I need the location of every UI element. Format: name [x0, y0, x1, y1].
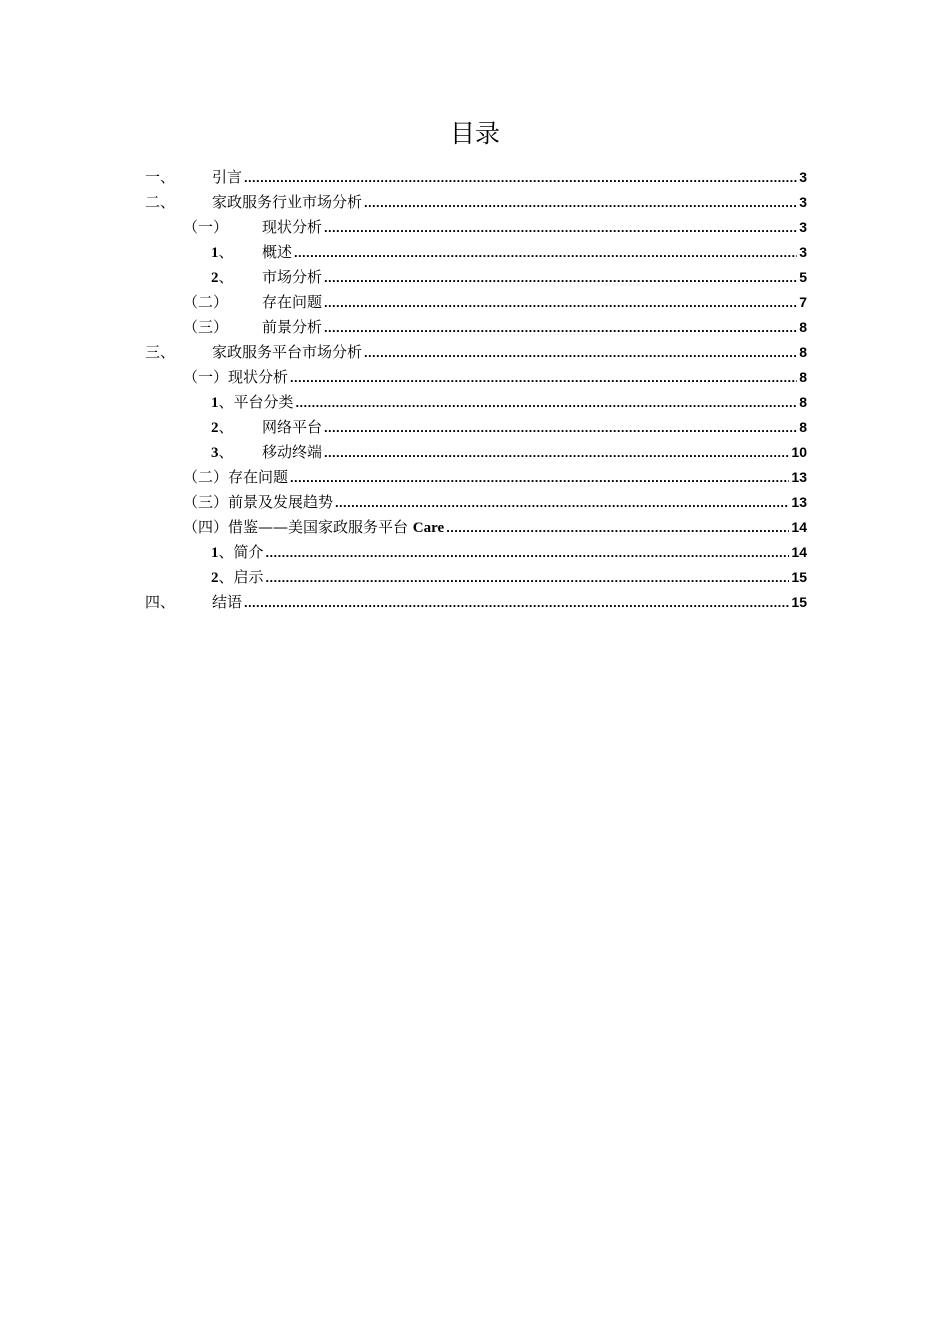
toc-page-number: 5	[799, 269, 807, 285]
toc-entry-title: 移动终端	[262, 443, 323, 461]
toc-entry-mobile-terminal[interactable]	[211, 440, 807, 465]
toc-entry-market-analysis[interactable]	[211, 265, 807, 290]
toc-page-number: 10	[791, 444, 807, 460]
toc-entry-number: 2、	[211, 268, 234, 286]
toc-entry-number: （一）	[183, 368, 229, 386]
toc-entry-conclusion[interactable]	[145, 590, 807, 615]
toc-entry-title: 现状分析	[262, 218, 323, 236]
toc-entry-title: 网络平台	[262, 418, 323, 436]
toc-entry-introduction-care[interactable]	[211, 540, 807, 565]
toc-entry-platform-classification[interactable]	[211, 390, 807, 415]
toc-entry-industry-analysis[interactable]	[145, 190, 807, 215]
toc-entry-title: 借鉴——美国家政服务平台 Care	[228, 518, 445, 536]
toc-entry-overview[interactable]	[211, 240, 807, 265]
toc-entry-platform-problems[interactable]	[183, 465, 807, 490]
toc-page-number: 15	[791, 569, 807, 585]
toc-page-number: 14	[791, 544, 807, 560]
toc-dot-leader	[364, 340, 797, 365]
toc-page-number: 15	[791, 594, 807, 610]
toc-dot-leader	[335, 490, 789, 515]
toc-entry-title: 前景分析	[262, 318, 323, 336]
toc-page-number: 3	[799, 244, 807, 260]
toc-dot-leader	[266, 540, 790, 565]
toc-entry-number: 1、	[211, 243, 234, 261]
toc-dot-leader	[324, 415, 797, 440]
toc-dot-leader	[364, 190, 797, 215]
toc-dot-leader	[244, 165, 797, 190]
toc-entry-number: 四、	[145, 593, 176, 611]
toc-entry-number: 1、	[211, 393, 234, 411]
toc-entry-platform-analysis[interactable]	[145, 340, 807, 365]
toc-entry-title: 家政服务平台市场分析	[212, 343, 363, 361]
toc-entry-title: 平台分类	[233, 393, 294, 411]
toc-entry-number: （四）	[183, 518, 229, 536]
toc-page-number: 14	[791, 519, 807, 535]
toc-entry-number: 3、	[211, 443, 234, 461]
toc-page-number: 8	[799, 394, 807, 410]
toc-dot-leader	[296, 390, 798, 415]
toc-entry-introduction[interactable]	[145, 165, 807, 190]
toc-dot-leader	[446, 515, 789, 540]
toc-entry-care-reference[interactable]	[183, 515, 807, 540]
toc-page-number: 13	[791, 469, 807, 485]
toc-dot-leader	[290, 365, 797, 390]
toc-entry-platform-status[interactable]	[183, 365, 807, 390]
toc-page-number: 3	[799, 219, 807, 235]
toc-entry-current-status[interactable]	[183, 215, 807, 240]
toc-page-number: 13	[791, 494, 807, 510]
toc-entry-insights[interactable]	[211, 565, 807, 590]
toc-entry-title: 概述	[262, 243, 293, 261]
toc-dot-leader	[324, 440, 789, 465]
toc-entry-number: 1、	[211, 543, 234, 561]
toc-entry-title: 家政服务行业市场分析	[212, 193, 363, 211]
toc-dot-leader	[324, 290, 797, 315]
toc-page-number: 8	[799, 369, 807, 385]
toc-dot-leader	[290, 465, 789, 490]
toc-dot-leader	[294, 240, 797, 265]
toc-entry-number: （三）	[183, 318, 229, 336]
toc-entry-title: 市场分析	[262, 268, 323, 286]
toc-entry-number: （二）	[183, 293, 229, 311]
toc-dot-leader	[324, 315, 797, 340]
toc-dot-leader	[324, 215, 797, 240]
toc-entry-number: 一、	[145, 168, 176, 186]
toc-page-number: 7	[799, 294, 807, 310]
toc-entry-number: 三、	[145, 343, 176, 361]
toc-entry-number: （二）	[183, 468, 229, 486]
toc-entry-title: 存在问题	[262, 293, 323, 311]
toc-page-number: 3	[799, 169, 807, 185]
toc-entry-number: （三）	[183, 493, 229, 511]
toc-entry-title: 结语	[212, 593, 243, 611]
toc-page-number: 8	[799, 419, 807, 435]
toc-dot-leader	[244, 590, 789, 615]
toc-entry-title: 现状分析	[228, 368, 289, 386]
toc-page-number: 8	[799, 344, 807, 360]
toc-entry-number: （一）	[183, 218, 229, 236]
toc-page-number: 3	[799, 194, 807, 210]
toc-entry-title: 存在问题	[228, 468, 289, 486]
toc-entry-title: 前景及发展趋势	[228, 493, 334, 511]
toc-dot-leader	[324, 265, 797, 290]
toc-entry-online-platform[interactable]	[211, 415, 807, 440]
toc-entry-existing-problems[interactable]	[183, 290, 807, 315]
toc-entry-number: 2、	[211, 418, 234, 436]
toc-entry-title: 启示	[233, 568, 264, 586]
toc-dot-leader	[266, 565, 790, 590]
page-title: 目录	[449, 119, 500, 148]
toc-entry-outlook[interactable]	[183, 315, 807, 340]
toc-entry-title: 引言	[212, 168, 243, 186]
toc-entry-title: 简介	[233, 543, 264, 561]
toc-entry-number: 二、	[145, 193, 176, 211]
toc-entry-number: 2、	[211, 568, 234, 586]
toc-entry-prospects-trends[interactable]	[183, 490, 807, 515]
toc-page-number: 8	[799, 319, 807, 335]
